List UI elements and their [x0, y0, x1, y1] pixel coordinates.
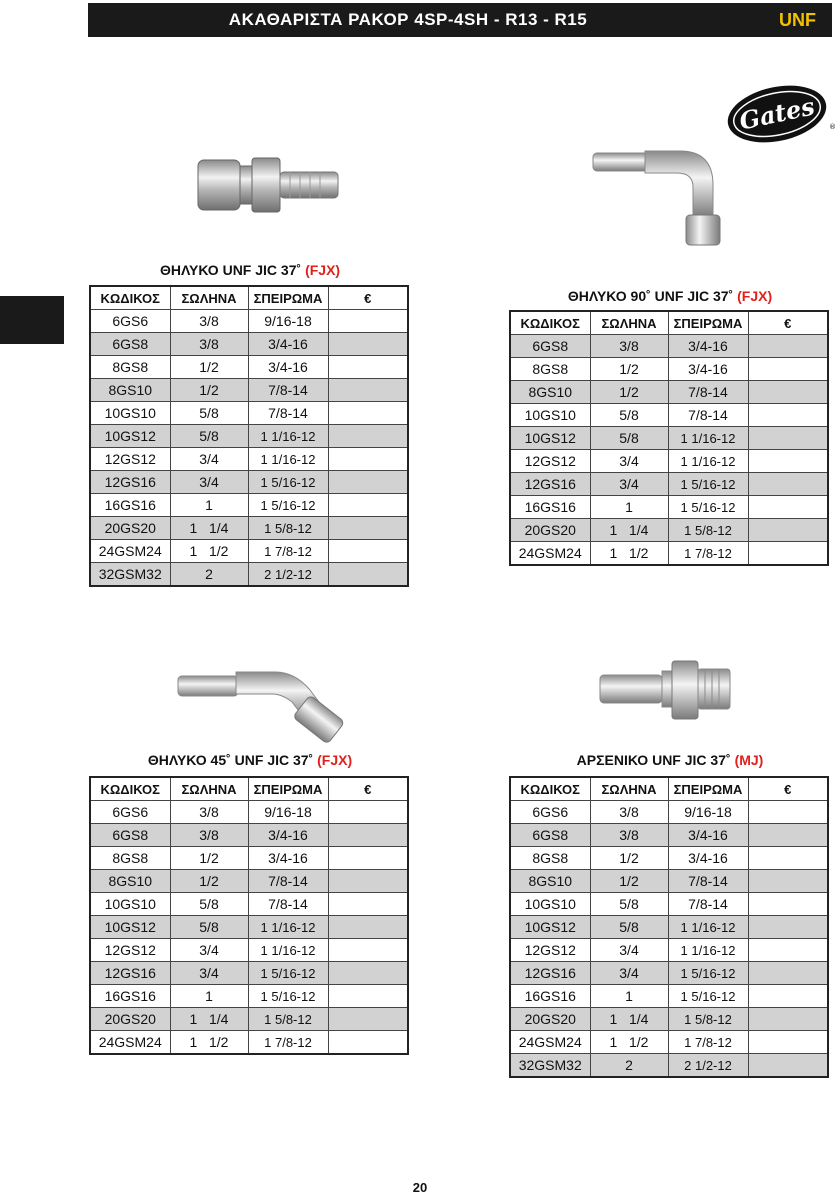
- hose-size-cell: 5/8: [590, 427, 668, 450]
- table-row: [90, 563, 408, 587]
- table-2-caption: [510, 288, 830, 304]
- table-row: [90, 448, 408, 471]
- hose-size-cell: 3/8: [170, 801, 248, 824]
- hose-size-cell: 1: [170, 494, 248, 517]
- table-4-caption: [510, 752, 830, 768]
- part-code-cell: 12GS16: [90, 962, 170, 985]
- table-row: [90, 402, 408, 425]
- column-header: ΣΩΛΗΝΑ: [590, 777, 668, 801]
- part-code-cell: 8GS10: [90, 379, 170, 402]
- price-cell: [328, 801, 408, 824]
- table-row: [510, 939, 828, 962]
- thread-cell: 9/16-18: [668, 801, 748, 824]
- part-code-cell: 8GS10: [510, 381, 590, 404]
- thread-cell: 1 5/16-12: [248, 471, 328, 494]
- elbow-45-fitting-image: [170, 660, 355, 745]
- part-code-cell: 8GS8: [510, 358, 590, 381]
- part-code-cell: 24GSM24: [510, 1031, 590, 1054]
- column-header: ΣΩΛΗΝΑ: [170, 777, 248, 801]
- hose-size-cell: 3/4: [590, 473, 668, 496]
- thread-cell: 7/8-14: [668, 870, 748, 893]
- thread-cell: 7/8-14: [668, 893, 748, 916]
- table-1-caption: [90, 262, 410, 278]
- price-cell: [748, 939, 828, 962]
- hose-size-cell: 5/8: [170, 425, 248, 448]
- table-row: [90, 916, 408, 939]
- table-row: [90, 379, 408, 402]
- price-cell: [748, 427, 828, 450]
- column-header: €: [328, 777, 408, 801]
- table-row: [510, 1008, 828, 1031]
- table-row: [510, 893, 828, 916]
- price-cell: [328, 310, 408, 333]
- hose-size-cell: 1: [590, 496, 668, 519]
- thread-cell: 1 1/16-12: [248, 916, 328, 939]
- part-code-cell: 16GS16: [90, 494, 170, 517]
- part-code-cell: 12GS12: [90, 939, 170, 962]
- hose-size-cell: 1/2: [590, 870, 668, 893]
- price-cell: [328, 962, 408, 985]
- table-row: [90, 847, 408, 870]
- part-code-cell: 10GS10: [90, 402, 170, 425]
- price-cell: [328, 517, 408, 540]
- table-row: [510, 404, 828, 427]
- thread-cell: 7/8-14: [668, 381, 748, 404]
- table-header-row: [510, 777, 828, 801]
- part-code-cell: 10GS12: [510, 916, 590, 939]
- price-cell: [328, 356, 408, 379]
- part-code-cell: 8GS10: [510, 870, 590, 893]
- price-cell: [748, 1031, 828, 1054]
- table-row: [90, 824, 408, 847]
- table-row: [510, 985, 828, 1008]
- thread-cell: 2 1/2-12: [248, 563, 328, 587]
- thread-cell: 3/4-16: [248, 333, 328, 356]
- hose-size-cell: 3/4: [170, 939, 248, 962]
- thread-cell: 1 7/8-12: [248, 1031, 328, 1055]
- column-header: ΚΩΔΙΚΟΣ: [510, 777, 590, 801]
- price-cell: [748, 542, 828, 566]
- price-cell: [328, 985, 408, 1008]
- table-row: [510, 962, 828, 985]
- thread-cell: 2 1/2-12: [668, 1054, 748, 1078]
- caption-code: (FJX): [317, 752, 353, 768]
- hose-size-cell: 1 1/2: [590, 542, 668, 566]
- part-code-cell: 8GS8: [90, 356, 170, 379]
- table-row: [90, 425, 408, 448]
- thread-cell: 1 1/16-12: [668, 427, 748, 450]
- thread-cell: 1 5/8-12: [248, 1008, 328, 1031]
- table-row: [510, 496, 828, 519]
- column-header: €: [328, 286, 408, 310]
- page-title: ΑΚΑΘΑΡΙΣΤΑ ΡΑΚΟΡ 4SP-4SH - R13 - R15: [228, 10, 588, 29]
- part-code-cell: 24GSM24: [510, 542, 590, 566]
- price-cell: [748, 381, 828, 404]
- hose-size-cell: 1 1/4: [590, 1008, 668, 1031]
- thread-cell: 3/4-16: [248, 356, 328, 379]
- part-code-cell: 16GS16: [510, 496, 590, 519]
- price-cell: [328, 402, 408, 425]
- hose-size-cell: 3/4: [590, 450, 668, 473]
- table-row: [510, 381, 828, 404]
- hose-size-cell: 1/2: [170, 379, 248, 402]
- price-cell: [328, 870, 408, 893]
- part-code-cell: 10GS12: [510, 427, 590, 450]
- hose-size-cell: 1/2: [170, 356, 248, 379]
- price-cell: [748, 893, 828, 916]
- thread-cell: 1 5/16-12: [668, 962, 748, 985]
- elbow-90-fitting-image: [585, 145, 735, 250]
- thread-cell: 1 5/16-12: [668, 496, 748, 519]
- thread-cell: 7/8-14: [668, 404, 748, 427]
- part-code-cell: 12GS12: [510, 450, 590, 473]
- part-code-cell: 12GS16: [510, 473, 590, 496]
- caption-code: (MJ): [734, 752, 764, 768]
- hose-size-cell: 1/2: [170, 870, 248, 893]
- column-header: ΚΩΔΙΚΟΣ: [90, 777, 170, 801]
- thread-cell: 1 1/16-12: [248, 448, 328, 471]
- price-cell: [748, 1008, 828, 1031]
- hose-size-cell: 1/2: [590, 847, 668, 870]
- part-code-cell: 12GS12: [510, 939, 590, 962]
- table-row: [90, 517, 408, 540]
- thread-cell: 3/4-16: [248, 824, 328, 847]
- thread-cell: 1 1/16-12: [668, 916, 748, 939]
- table-row: [510, 1054, 828, 1078]
- hose-size-cell: 3/4: [590, 939, 668, 962]
- part-code-cell: 6GS6: [510, 801, 590, 824]
- thread-cell: 1 5/8-12: [668, 519, 748, 542]
- price-cell: [328, 448, 408, 471]
- thread-cell: 9/16-18: [248, 310, 328, 333]
- thread-cell: 1 5/8-12: [668, 1008, 748, 1031]
- price-cell: [748, 519, 828, 542]
- hose-size-cell: 3/4: [170, 962, 248, 985]
- part-code-cell: 20GS20: [510, 519, 590, 542]
- table-row: [90, 962, 408, 985]
- table-row: [510, 916, 828, 939]
- thread-cell: 1 5/16-12: [248, 962, 328, 985]
- column-header: ΣΠΕΙΡΩΜΑ: [248, 286, 328, 310]
- part-code-cell: 12GS12: [90, 448, 170, 471]
- price-cell: [748, 824, 828, 847]
- registered-mark: ®: [829, 123, 836, 131]
- hose-size-cell: 5/8: [170, 916, 248, 939]
- price-cell: [328, 916, 408, 939]
- hose-size-cell: 3/4: [170, 471, 248, 494]
- thread-cell: 1 5/16-12: [248, 494, 328, 517]
- thread-cell: 1 5/8-12: [248, 517, 328, 540]
- table-header-row: [90, 777, 408, 801]
- table-row: [90, 1031, 408, 1055]
- price-cell: [748, 496, 828, 519]
- caption-text: ΘΗΛΥΚΟ 90˚ UNF JIC 37˚: [567, 288, 734, 304]
- price-cell: [748, 870, 828, 893]
- part-code-cell: 12GS16: [90, 471, 170, 494]
- column-header: ΣΠΕΙΡΩΜΑ: [668, 311, 748, 335]
- logo-wordmark: Gates: [736, 91, 818, 136]
- part-code-cell: 32GSM32: [510, 1054, 590, 1078]
- price-cell: [328, 1008, 408, 1031]
- table-row: [510, 542, 828, 566]
- part-code-cell: 10GS12: [90, 916, 170, 939]
- column-header: ΣΠΕΙΡΩΜΑ: [668, 777, 748, 801]
- page-number: 20: [412, 1180, 428, 1195]
- part-code-cell: 6GS8: [510, 824, 590, 847]
- spec-table-female-45: [89, 776, 409, 1055]
- price-cell: [328, 379, 408, 402]
- hose-size-cell: 5/8: [590, 404, 668, 427]
- part-code-cell: 24GSM24: [90, 1031, 170, 1055]
- hose-size-cell: 3/8: [590, 801, 668, 824]
- part-code-cell: 10GS10: [510, 893, 590, 916]
- hose-size-cell: 3/8: [170, 310, 248, 333]
- part-code-cell: 6GS8: [90, 824, 170, 847]
- price-cell: [748, 404, 828, 427]
- hose-size-cell: 1 1/4: [590, 519, 668, 542]
- caption-code: (FJX): [737, 288, 773, 304]
- hose-size-cell: 1 1/4: [170, 517, 248, 540]
- price-cell: [328, 494, 408, 517]
- thread-cell: 1 1/16-12: [668, 450, 748, 473]
- hose-size-cell: 1/2: [170, 847, 248, 870]
- hose-size-cell: 5/8: [170, 402, 248, 425]
- hose-size-cell: 3/8: [170, 333, 248, 356]
- part-code-cell: 20GS20: [90, 517, 170, 540]
- thread-cell: 1 7/8-12: [668, 542, 748, 566]
- price-cell: [748, 801, 828, 824]
- caption-code: (FJX): [305, 262, 341, 278]
- price-cell: [328, 847, 408, 870]
- spec-table-straight-female: [89, 285, 409, 587]
- male-fitting-image: [595, 655, 735, 725]
- part-code-cell: 6GS6: [90, 310, 170, 333]
- hose-size-cell: 3/4: [170, 448, 248, 471]
- part-code-cell: 10GS10: [90, 893, 170, 916]
- part-code-cell: 16GS16: [510, 985, 590, 1008]
- thread-cell: 1 5/16-12: [668, 473, 748, 496]
- table-row: [90, 356, 408, 379]
- thread-cell: 7/8-14: [248, 379, 328, 402]
- part-code-cell: 6GS8: [510, 335, 590, 358]
- caption-text: ΘΗΛΥΚΟ UNF JIC 37˚: [159, 262, 302, 278]
- hose-size-cell: 5/8: [590, 893, 668, 916]
- thread-cell: 7/8-14: [248, 893, 328, 916]
- thread-cell: 1 1/16-12: [248, 939, 328, 962]
- part-code-cell: 8GS8: [90, 847, 170, 870]
- thread-cell: 3/4-16: [668, 847, 748, 870]
- thread-cell: 7/8-14: [248, 870, 328, 893]
- column-header: ΚΩΔΙΚΟΣ: [90, 286, 170, 310]
- price-cell: [748, 916, 828, 939]
- part-code-cell: 8GS10: [90, 870, 170, 893]
- table-row: [90, 939, 408, 962]
- hose-size-cell: 3/4: [590, 962, 668, 985]
- part-code-cell: 20GS20: [510, 1008, 590, 1031]
- hose-size-cell: 5/8: [170, 893, 248, 916]
- caption-text: ΑΡΣΕΝΙΚΟ UNF JIC 37˚: [576, 752, 731, 768]
- thread-cell: 1 5/16-12: [668, 985, 748, 1008]
- part-code-cell: 6GS6: [90, 801, 170, 824]
- price-cell: [328, 471, 408, 494]
- column-header: €: [748, 311, 828, 335]
- hose-size-cell: 1/2: [590, 358, 668, 381]
- caption-text: ΘΗΛΥΚΟ 45˚ UNF JIC 37˚: [147, 752, 314, 768]
- hose-size-cell: 2: [590, 1054, 668, 1078]
- hose-size-cell: 3/8: [170, 824, 248, 847]
- page-header: [88, 3, 832, 37]
- table-row: [90, 870, 408, 893]
- section-tab: [0, 296, 64, 344]
- table-row: [90, 540, 408, 563]
- price-cell: [328, 563, 408, 587]
- thread-cell: 3/4-16: [668, 824, 748, 847]
- hose-size-cell: 1: [590, 985, 668, 1008]
- table-row: [510, 801, 828, 824]
- hose-size-cell: 1 1/2: [590, 1031, 668, 1054]
- thread-cell: 9/16-18: [248, 801, 328, 824]
- hose-size-cell: 1 1/4: [170, 1008, 248, 1031]
- table-header-row: [90, 286, 408, 310]
- part-code-cell: 24GSM24: [90, 540, 170, 563]
- hose-size-cell: 1 1/2: [170, 1031, 248, 1055]
- price-cell: [748, 962, 828, 985]
- thread-cell: 1 1/16-12: [668, 939, 748, 962]
- thread-cell: 7/8-14: [248, 402, 328, 425]
- part-code-cell: 6GS8: [90, 333, 170, 356]
- thread-cell: 3/4-16: [668, 335, 748, 358]
- thread-cell: 1 7/8-12: [668, 1031, 748, 1054]
- gates-logo: [725, 83, 836, 145]
- thread-cell: 1 5/16-12: [248, 985, 328, 1008]
- table-row: [510, 824, 828, 847]
- price-cell: [328, 939, 408, 962]
- table-row: [510, 427, 828, 450]
- table-row: [510, 870, 828, 893]
- column-header: €: [748, 777, 828, 801]
- price-cell: [748, 985, 828, 1008]
- table-row: [90, 985, 408, 1008]
- column-header: ΣΩΛΗΝΑ: [590, 311, 668, 335]
- spec-table-female-90: [509, 310, 829, 566]
- column-header: ΣΩΛΗΝΑ: [170, 286, 248, 310]
- hose-size-cell: 3/8: [590, 335, 668, 358]
- price-cell: [748, 450, 828, 473]
- part-code-cell: 16GS16: [90, 985, 170, 1008]
- spec-table-male: [509, 776, 829, 1078]
- table-header-row: [510, 311, 828, 335]
- table-row: [90, 1008, 408, 1031]
- thread-cell: 1 1/16-12: [248, 425, 328, 448]
- table-row: [90, 310, 408, 333]
- price-cell: [748, 1054, 828, 1078]
- table-row: [90, 333, 408, 356]
- hose-size-cell: 1: [170, 985, 248, 1008]
- price-cell: [748, 473, 828, 496]
- part-code-cell: 10GS12: [90, 425, 170, 448]
- hose-size-cell: 1 1/2: [170, 540, 248, 563]
- table-row: [90, 471, 408, 494]
- thread-cell: 3/4-16: [668, 358, 748, 381]
- price-cell: [748, 358, 828, 381]
- table-3-caption: [90, 752, 410, 768]
- table-row: [510, 473, 828, 496]
- straight-female-fitting-image: [190, 150, 350, 220]
- table-row: [90, 801, 408, 824]
- part-code-cell: 32GSM32: [90, 563, 170, 587]
- hose-size-cell: 5/8: [590, 916, 668, 939]
- table-row: [510, 335, 828, 358]
- price-cell: [748, 847, 828, 870]
- price-cell: [328, 540, 408, 563]
- column-header: ΣΠΕΙΡΩΜΑ: [248, 777, 328, 801]
- table-row: [90, 893, 408, 916]
- column-header: ΚΩΔΙΚΟΣ: [510, 311, 590, 335]
- price-cell: [748, 335, 828, 358]
- hose-size-cell: 1/2: [590, 381, 668, 404]
- table-row: [510, 519, 828, 542]
- price-cell: [328, 824, 408, 847]
- thread-type-tag: UNF: [779, 9, 816, 30]
- table-row: [510, 1031, 828, 1054]
- table-row: [90, 494, 408, 517]
- table-row: [510, 450, 828, 473]
- thread-cell: 1 7/8-12: [248, 540, 328, 563]
- price-cell: [328, 1031, 408, 1055]
- price-cell: [328, 333, 408, 356]
- hose-size-cell: 3/8: [590, 824, 668, 847]
- thread-cell: 3/4-16: [248, 847, 328, 870]
- part-code-cell: 20GS20: [90, 1008, 170, 1031]
- table-row: [510, 358, 828, 381]
- hose-size-cell: 2: [170, 563, 248, 587]
- price-cell: [328, 425, 408, 448]
- part-code-cell: 12GS16: [510, 962, 590, 985]
- table-row: [510, 847, 828, 870]
- part-code-cell: 10GS10: [510, 404, 590, 427]
- price-cell: [328, 893, 408, 916]
- part-code-cell: 8GS8: [510, 847, 590, 870]
